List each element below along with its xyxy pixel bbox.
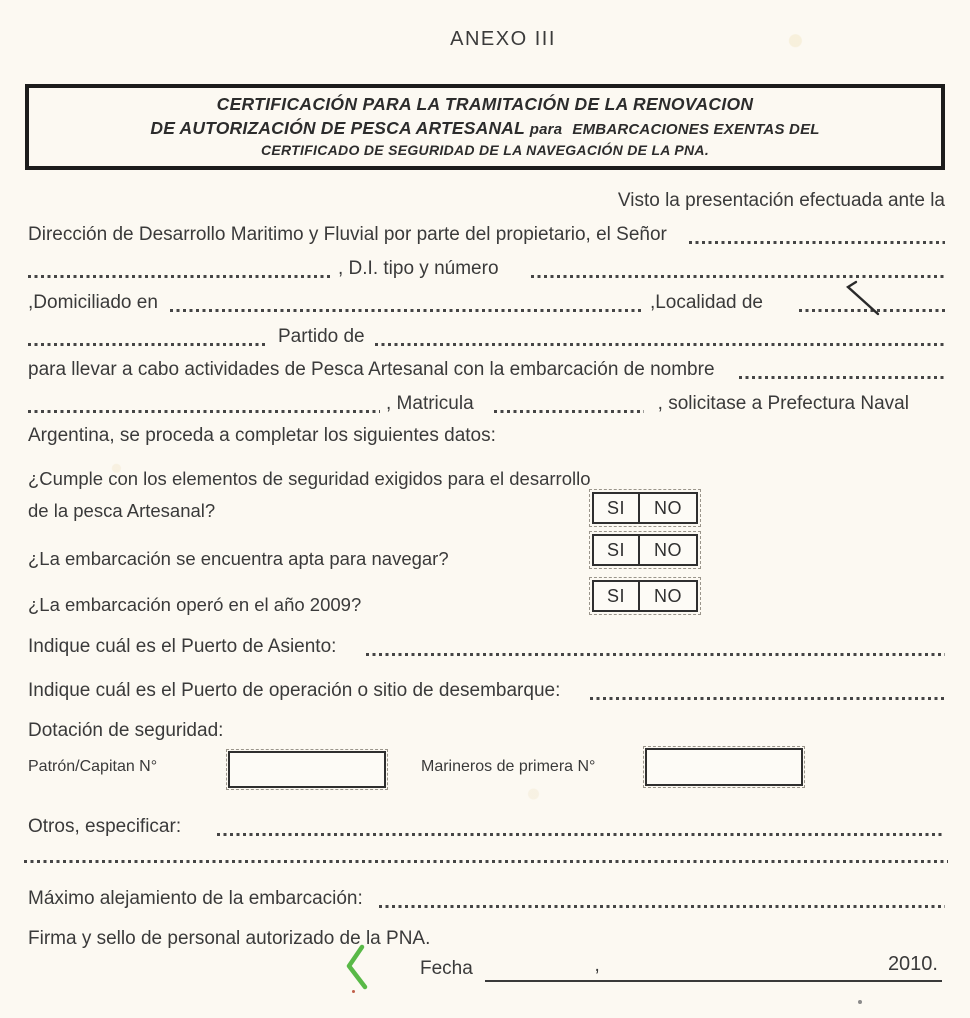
scan-speck xyxy=(858,1000,862,1004)
question-1-line-2: de la pesca Artesanal? xyxy=(28,500,216,521)
header-line-1: CERTIFICACIÓN PARA LA TRAMITACIÓN DE LA RENOVACION xyxy=(216,94,754,114)
fecha-label: Fecha xyxy=(420,958,473,979)
question-1-si-cell[interactable]: SI xyxy=(594,494,640,522)
otros-label: Otros, especificar: xyxy=(28,816,182,837)
intro-partido-row xyxy=(28,324,945,350)
blank-domicilio[interactable] xyxy=(170,309,644,312)
fecha-year: 2010. xyxy=(887,953,938,975)
scan-speck-red xyxy=(352,990,355,993)
question-1-yes-no-box xyxy=(592,492,698,524)
page-title: ANEXO III xyxy=(450,28,556,50)
intro-matricula-text: , Matricula xyxy=(386,393,474,414)
question-3-no-cell[interactable]: NO xyxy=(654,586,682,606)
blank-nombre-cont[interactable] xyxy=(28,410,380,413)
puerto-operacion-row xyxy=(28,678,945,704)
question-2-no-cell[interactable]: NO xyxy=(654,540,682,560)
dotacion-row xyxy=(28,718,945,744)
blank-nombre-embarcacion[interactable] xyxy=(739,376,945,379)
green-check-mark xyxy=(340,944,376,992)
intro-direccion-row xyxy=(28,222,945,248)
firma-label: Firma y sello de personal autorizado de la PNA. xyxy=(28,928,431,949)
patron-count-box[interactable] xyxy=(228,751,386,788)
patron-label: Patrón/Capitan N° xyxy=(28,758,158,775)
puerto-asiento-label: Indique cuál es el Puerto de Asiento: xyxy=(28,636,337,657)
question-3-si-cell[interactable]: SI xyxy=(594,582,640,610)
blank-di-numero[interactable] xyxy=(531,275,945,278)
intro-di-text: , D.I. tipo y número xyxy=(338,258,499,279)
question-2-si-cell[interactable]: SI xyxy=(594,536,640,564)
intro-argentina-text: Argentina, se proceda a completar los siguientes datos: xyxy=(28,425,496,446)
marineros-label: Marineros de primera N° xyxy=(421,758,596,775)
intro-actividades-row xyxy=(28,357,945,383)
puerto-operacion-label: Indique cuál es el Puerto de operación o sitio de desembarque: xyxy=(28,680,561,701)
header-line-2-rest: EMBARCACIONES EXENTAS DEL xyxy=(572,121,820,138)
fecha-row xyxy=(420,952,942,982)
black-pen-mark xyxy=(842,280,884,320)
puerto-asiento-row xyxy=(28,634,945,660)
intro-actividades-text: para llevar a cabo actividades de Pesca Artesanal con la embarcación de nombre xyxy=(28,359,715,380)
blank-partido[interactable] xyxy=(375,343,945,346)
blank-otros-cont[interactable] xyxy=(24,860,948,863)
fecha-blank-line[interactable] xyxy=(485,952,942,982)
question-2-line-1: ¿La embarcación se encuentra apta para navegar? xyxy=(28,548,449,569)
header-line-3: CERTIFICADO DE SEGURIDAD DE LA NAVEGACIÓN DE LA PNA. xyxy=(260,142,710,158)
blank-propietario[interactable] xyxy=(689,241,945,244)
intro-partido-text: Partido de xyxy=(278,326,365,347)
maximo-label: Máximo alejamiento de la embarcación: xyxy=(28,888,363,909)
question-3-yes-no-box xyxy=(592,580,698,612)
question-1-line-1: ¿Cumple con los elementos de seguridad exigidos para el desarrollo xyxy=(28,468,591,489)
intro-solicitase-text: , solicitase a Prefectura Naval xyxy=(657,393,909,414)
header-line-2 xyxy=(39,118,931,139)
form-header-box xyxy=(25,84,945,170)
question-opero-2009 xyxy=(28,578,700,614)
intro-localidad-text: ,Localidad de xyxy=(649,292,763,313)
maximo-row xyxy=(28,886,945,912)
otros-row xyxy=(28,814,945,840)
marineros-count-box[interactable] xyxy=(645,748,803,786)
intro-argentina-row xyxy=(28,423,945,449)
intro-visto-text: Visto la presentación efectuada ante la xyxy=(617,190,945,211)
intro-matricula-row xyxy=(28,391,945,417)
blank-puerto-asiento[interactable] xyxy=(366,653,945,656)
blank-maximo[interactable] xyxy=(379,905,945,908)
question-elementos-seguridad xyxy=(28,466,700,530)
question-1-no-cell[interactable]: NO xyxy=(654,498,682,518)
intro-domiciliado-text: ,Domiciliado en xyxy=(28,292,158,313)
blank-localidad-cont[interactable] xyxy=(28,343,268,346)
blank-propietario-cont[interactable] xyxy=(28,275,330,278)
blank-matricula[interactable] xyxy=(494,410,644,413)
intro-domicilio-row xyxy=(28,290,945,316)
dotacion-label: Dotación de seguridad: xyxy=(28,720,224,741)
question-2-yes-no-box xyxy=(592,534,698,566)
intro-di-row xyxy=(28,256,945,282)
firma-row xyxy=(28,926,945,952)
question-apta-navegar xyxy=(28,534,700,570)
fecha-comma: , xyxy=(594,955,600,976)
question-3-line-1: ¿La embarcación operó en el año 2009? xyxy=(28,594,362,615)
intro-direccion-text: Dirección de Desarrollo Maritimo y Fluvial por parte del propietario, el Señor xyxy=(28,224,667,245)
blank-otros[interactable] xyxy=(217,833,945,836)
intro-visto-row xyxy=(28,188,945,214)
blank-puerto-operacion[interactable] xyxy=(590,697,945,700)
header-line-2-para: para xyxy=(529,121,563,138)
header-line-2-main: DE AUTORIZACIÓN DE PESCA ARTESANAL xyxy=(150,118,525,138)
